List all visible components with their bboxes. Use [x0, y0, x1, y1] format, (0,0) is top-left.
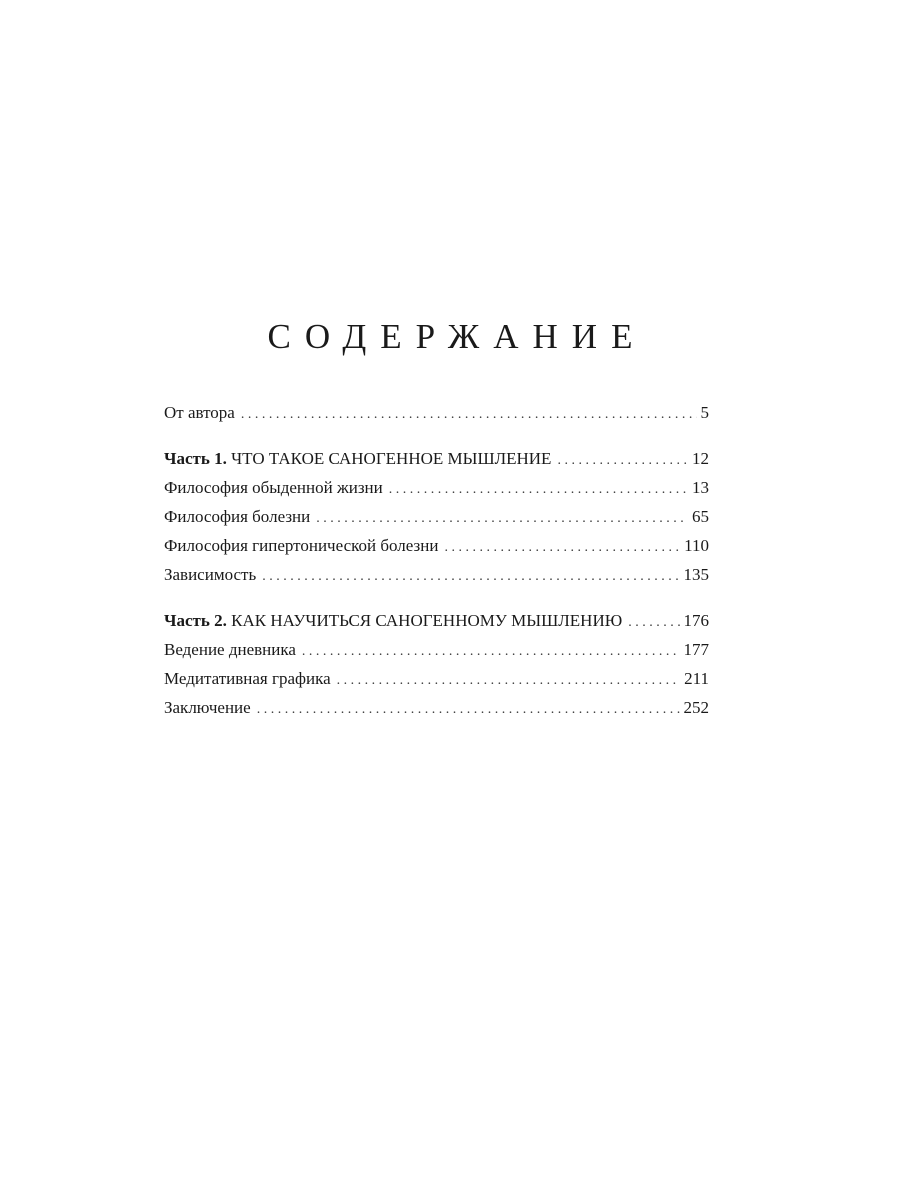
toc-page-number: 135 — [683, 565, 709, 584]
toc-entry-from-author[interactable] — [164, 398, 709, 427]
toc-page-number: 13 — [692, 478, 709, 497]
toc-part-label: Часть 1. — [164, 449, 227, 468]
toc-leader-dots — [389, 475, 688, 504]
toc-entry-part-2[interactable] — [164, 606, 709, 635]
toc-leader-dots — [628, 608, 679, 637]
toc-leader-dots — [337, 666, 680, 695]
toc-entry-title: Философия гипертонической болезни — [164, 536, 439, 555]
toc-entry-part-1[interactable] — [164, 444, 709, 473]
toc-entry-dependency[interactable] — [164, 560, 709, 589]
toc-entry-label — [164, 398, 235, 427]
toc-entry-label — [164, 606, 622, 635]
toc-entry-title: Медитативная графика — [164, 669, 331, 688]
table-of-contents — [164, 398, 709, 722]
toc-entry-everyday-philosophy[interactable] — [164, 473, 709, 502]
toc-entry-illness-philosophy[interactable] — [164, 502, 709, 531]
toc-entry-label — [164, 693, 251, 722]
toc-page-number: 5 — [700, 403, 709, 422]
toc-page-number: 211 — [684, 669, 709, 688]
toc-part-label: Часть 2. — [164, 611, 227, 630]
toc-entry-diary[interactable] — [164, 635, 709, 664]
toc-entry-conclusion[interactable] — [164, 693, 709, 722]
toc-entry-label — [164, 444, 551, 473]
toc-entry-label — [164, 664, 331, 693]
toc-page-number: 65 — [692, 507, 709, 526]
toc-leader-dots — [262, 562, 679, 591]
page-title: СОДЕРЖАНИЕ — [267, 317, 647, 357]
toc-entry-label — [164, 502, 310, 531]
toc-entry-hypertension-philosophy[interactable] — [164, 531, 709, 560]
toc-entry-title: Философия обыденной жизни — [164, 478, 383, 497]
toc-entry-title: ЧТО ТАКОЕ САНОГЕННОЕ МЫШЛЕНИЕ — [231, 449, 552, 468]
toc-entry-title: КАК НАУЧИТЬСЯ САНОГЕННОМУ МЫШЛЕНИЮ — [231, 611, 623, 630]
toc-entry-title: Ведение дневника — [164, 640, 296, 659]
toc-leader-dots — [444, 533, 680, 562]
toc-leader-dots — [302, 637, 680, 666]
toc-page-number: 12 — [692, 449, 709, 468]
toc-leader-dots — [257, 695, 680, 724]
toc-entry-title: От автора — [164, 403, 235, 422]
toc-leader-dots — [241, 400, 697, 429]
toc-page-number: 177 — [683, 640, 709, 659]
toc-entry-label — [164, 473, 383, 502]
toc-leader-dots — [557, 446, 688, 475]
toc-entry-title: Заключение — [164, 698, 251, 717]
toc-entry-label — [164, 531, 438, 560]
toc-page-number: 252 — [683, 698, 709, 717]
toc-entry-meditative-graphics[interactable] — [164, 664, 709, 693]
toc-entry-title: Зависимость — [164, 565, 257, 584]
toc-entry-title: Философия болезни — [164, 507, 311, 526]
toc-page-number: 176 — [683, 611, 709, 630]
toc-leader-dots — [316, 504, 688, 533]
toc-entry-label — [164, 635, 296, 664]
toc-page-number: 110 — [684, 536, 709, 555]
toc-entry-label — [164, 560, 256, 589]
